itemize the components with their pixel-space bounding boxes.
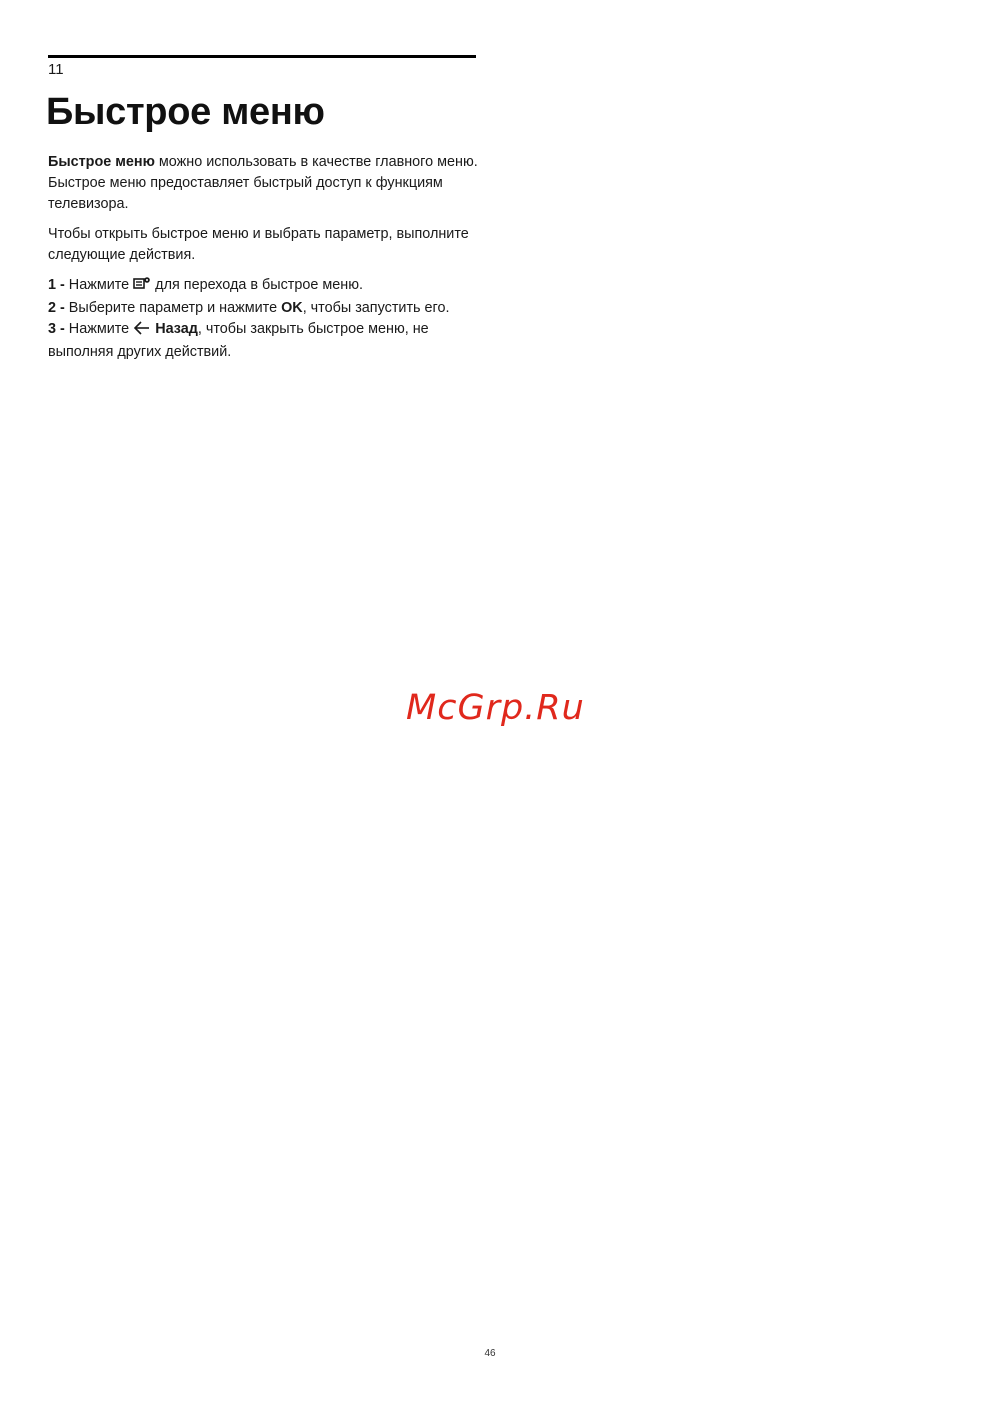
chapter-top-rule	[48, 55, 476, 58]
chapter-number: 11	[48, 61, 64, 78]
step-text-after: , чтобы запустить его.	[302, 300, 450, 316]
step-text-before: Нажмите	[64, 277, 134, 293]
ok-key-label: OK	[281, 300, 303, 316]
page-number: 46	[484, 1348, 496, 1359]
step-text-before: Нажмите	[64, 321, 134, 337]
step-number: 1 -	[48, 277, 65, 293]
intro-text: можно использовать в качестве главного меню. Быстрое меню предоставляет быстрый доступ к функциям телевизора.	[48, 154, 478, 212]
instruction-paragraph: Чтобы открыть быстрое меню и выбрать параметр, выполните следующие действия.	[48, 226, 469, 263]
step-item	[48, 319, 488, 363]
main-content	[48, 152, 488, 363]
step-text-after: для перехода в быстрое меню.	[151, 277, 364, 293]
intro-paragraph	[48, 152, 488, 215]
back-arrow-icon	[133, 321, 151, 342]
back-key-label: Назад	[155, 321, 198, 337]
steps-list	[48, 275, 488, 363]
step-text-before: Выберите параметр и нажмите	[64, 300, 282, 316]
step-item	[48, 275, 488, 298]
step-item	[48, 298, 488, 319]
step-number: 3 -	[48, 321, 65, 337]
step-number: 2 -	[48, 300, 65, 316]
step-text-after: , чтобы закрыть быстрое меню, не выполняя других действий.	[48, 321, 429, 360]
intro-bold-term: Быстрое меню	[48, 154, 155, 170]
quick-menu-icon	[133, 276, 151, 298]
watermark: McGrp.Ru	[406, 688, 585, 728]
page-title: Быстрое меню	[46, 91, 325, 133]
